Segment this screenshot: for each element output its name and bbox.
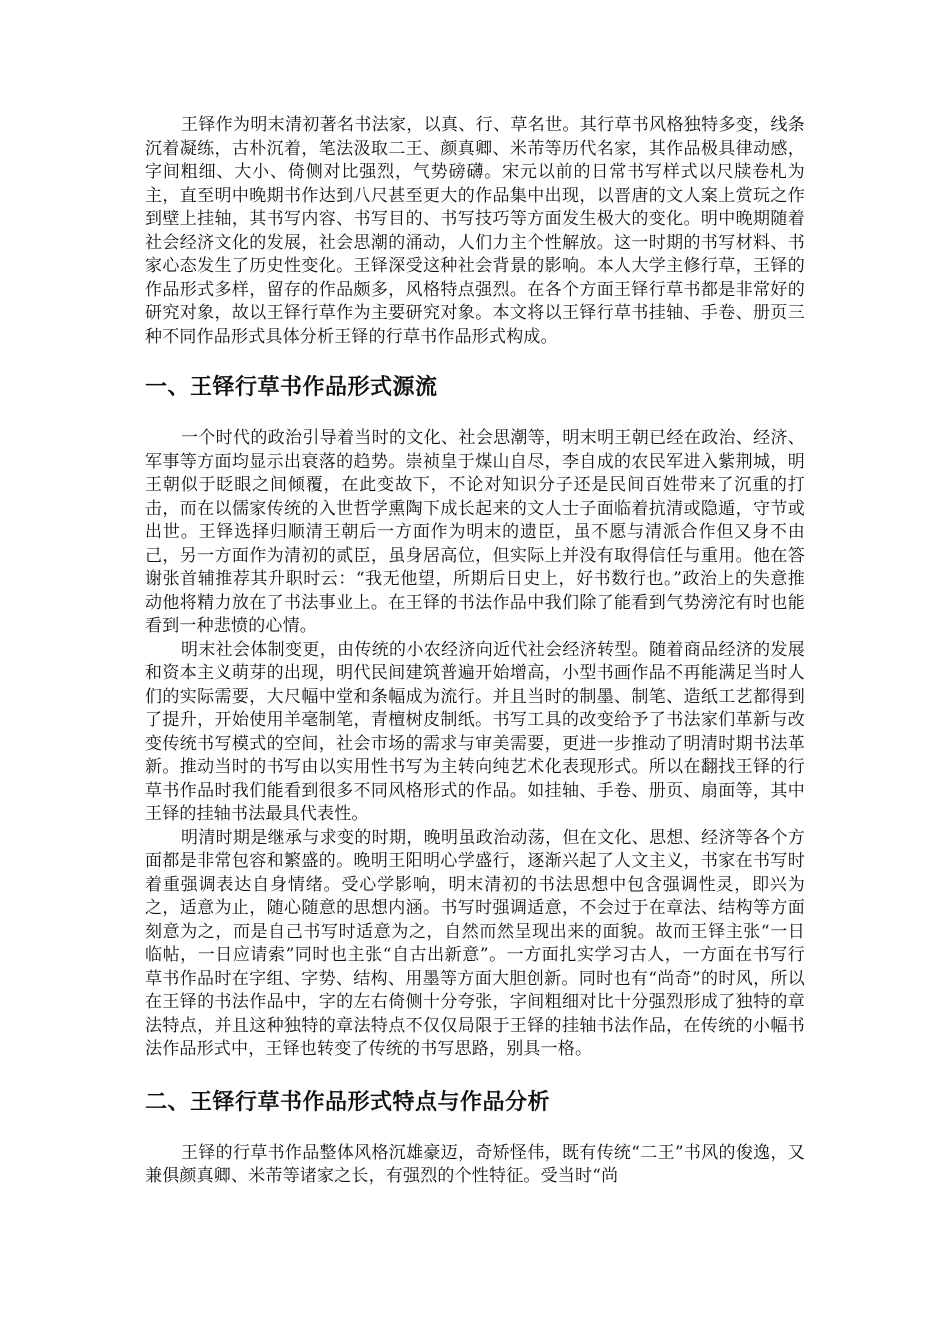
section-1-paragraph-3: 明清时期是继承与求变的时期，晚明虽政治动荡，但在文化、思想、经济等各个方面都是非常包容和繁盛的。晚明王阳明心学盛行，逐渐兴起了人文主义，书家在书写时着重强调表达自身情绪。受心学影响，明末清初的书法思想中包含强调性灵，即兴为之，适意为止，随心随意的思想内涵。书写时强调适意，不会过于在章法、结构等方面刻意为之，而是自己书写时适意为之，自然而然呈现出来的面貌。故而王铎主张“一日临帖，一日应请索”同时也主张“自古出新意”。一方面扎实学习古人，一方面在书写行草书作品时在字组、字势、结构、用墨等方面大胆创新。同时也有“尚奇”的时风，所以在王铎的书法作品中，字的左右倚侧十分夸张，字间粗细对比十分强烈形成了独特的章法特点，并且这种独特的章法特点不仅仅局限于王铎的挂轴书法作品，在传统的小幅书法作品形式中，王铎也转变了传统的书写思路，别具一格。	[145, 827, 805, 1059]
intro-paragraph: 王铎作为明末清初著名书法家，以真、行、草名世。其行草书风格独特多变，线条沉着凝练，古朴沉着，笔法汲取二王、颜真卿、米芾等历代名家，其作品极具律动感，字间粗细、大小、倚侧对比强烈，气势磅礴。宋元以前的日常书写样式以尺牍卷札为主，直至明中晚期书作达到八尺甚至更大的作品集中出现，以晋唐的文人案上赏玩之作到壁上挂轴，其书写内容、书写目的、书写技巧等方面发生极大的变化。明中晚期随着社会经济文化的发展，社会思潮的涌动，人们力主个性解放。这一时期的书写材料、书家心态发生了历史性变化。王铎深受这种社会背景的影响。本人大学主修行草，王铎的作品形式多样，留存的作品颇多，风格特点强烈。在各个方面王铎行草书都是非常好的研究对象，故以王铎行草作为主要研究对象。本文将以王铎行草书挂轴、手卷、册页三种不同作品形式具体分析王铎的行草书作品形式构成。	[145, 115, 805, 347]
section-2-heading: 二、王铎行草书作品形式特点与作品分析	[145, 1089, 551, 1115]
document-page	[145, 114, 805, 1189]
section-1-heading: 一、王铎行草书作品形式源流	[145, 375, 438, 400]
section-2-paragraph-1: 王铎的行草书作品整体风格沉雄豪迈，奇矫怪伟，既有传统“二王”书风的俊逸，又兼俱颜真卿、米芾等诸家之长，有强烈的个性特征。受当时“尚	[145, 1142, 805, 1186]
section-1-paragraph-2: 明末社会体制变更，由传统的小农经济向近代社会经济转型。随着商品经济的发展和资本主义萌芽的出现，明代民间建筑普遍开始增高，小型书画作品不再能满足当时人们的实际需要，大尺幅中堂和条幅成为流行。并且当时的制墨、制笔、造纸工艺都得到了提升，开始使用羊毫制笔，青檀树皮制纸。书写工具的改变给予了书法家们革新与改变传统书写模式的空间，社会市场的需求与审美需要，更进一步推动了明清时期书法革新。推动当时的书写由以实用性书写为主转向纯艺术化表现形式。所以在翻找王铎的行草书作品时我们能看到很多不同风格形式的作品。如挂轴、手卷、册页、扇面等，其中王铎的挂轴书法最具代表性。	[145, 639, 805, 824]
section-1-paragraph-1: 一个时代的政治引导着当时的文化、社会思潮等，明末明王朝已经在政治、经济、军事等方面均显示出衰落的趋势。崇祯皇于煤山自尽，李自成的农民军进入紫荆城，明王朝似于眨眼之间倾覆，在此变故下，不论对知识分子还是民间百姓带来了沉重的打击，而在以儒家传统的入世哲学熏陶下成长起来的文人士子面临着抗清或隐遁，守节或出世。王铎选择归顺清王朝后一方面作为明末的遗臣，虽不愿与清派合作但又身不由己，另一方面作为清初的贰臣，虽身居高位，但实际上并没有取得信任与重用。他在答谢张首辅推荐其升职时云：“我无他望，所期后日史上，好书数行也。”政治上的失意推动他将精力放在了书法事业上。在王铎的书法作品中我们除了能看到气势滂沱有时也能看到一种悲愤的心情。	[145, 428, 805, 636]
